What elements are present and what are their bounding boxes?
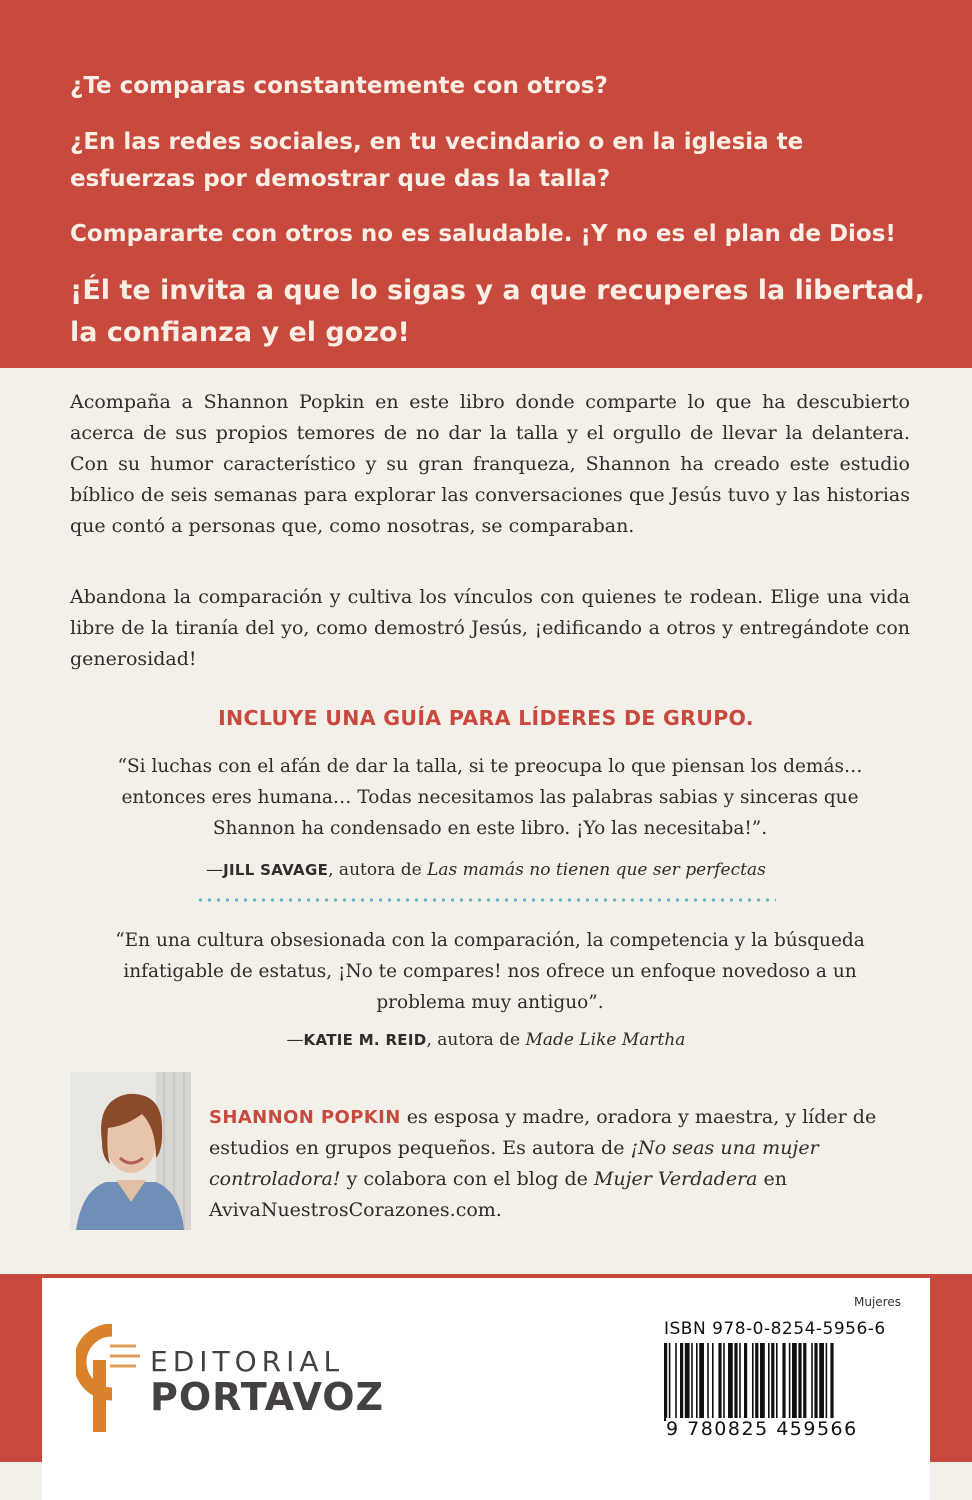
endorser-name: JILL SAVAGE xyxy=(223,861,329,879)
barcode-bar xyxy=(718,1343,721,1421)
endorsement-quote-2: “En una cultura obsesionada con la comparación, la competencia y la búsqueda infatigable de estatus, ¡No te compares! nos ofrece un enfoque novedoso a un problema muy antiguo”. xyxy=(115,930,865,1013)
barcode-bar xyxy=(768,1343,770,1421)
endorser-book: Made Like Martha xyxy=(525,1030,686,1050)
barcode-bar xyxy=(776,1343,778,1421)
intro-question-2: ¿En las redes sociales, en tu vecindario o en la iglesia te esfuerzas por demostrar que das la talla? xyxy=(70,129,804,192)
category-label: Mujeres xyxy=(854,1295,901,1309)
intro-invitation: ¡Él te invita a que lo sigas y a que recuperes la libertad, la confianza y el gozo! xyxy=(70,275,925,348)
barcode-bar xyxy=(707,1343,709,1421)
portavoz-logo-icon xyxy=(76,1324,146,1436)
barcode-icon xyxy=(660,1343,908,1425)
barcode-bar xyxy=(696,1343,698,1421)
barcode-bar xyxy=(752,1343,754,1421)
leader-guide-heading: INCLUYE UNA GUÍA PARA LÍDERES DE GRUPO. xyxy=(218,706,754,730)
barcode-bar xyxy=(826,1343,828,1421)
barcode-bar xyxy=(680,1343,683,1421)
publisher-name-line-1: EDITORIAL xyxy=(150,1345,345,1378)
endorsement-attribution-2: —KATIE M. REID, autora de Made Like Martha xyxy=(286,1030,686,1050)
description-paragraph-2: Abandona la comparación y cultiva los vínculos con quienes te rodean. Elige una vida libre de la tiranía del yo, como demostró Jesús, ¡edificando a otros y entregándote con generosidad! xyxy=(70,586,910,670)
barcode-bar xyxy=(675,1343,677,1421)
endorsement-attribution-1: —JILL SAVAGE, autora de Las mamás no tienen que ser perfectas xyxy=(206,860,766,880)
barcode-bar xyxy=(760,1343,765,1421)
author-name: SHANNON POPKIN xyxy=(209,1107,401,1128)
barcode-bar xyxy=(669,1343,671,1421)
barcode-bar xyxy=(723,1343,725,1421)
barcode-bar xyxy=(771,1343,774,1421)
author-photo xyxy=(70,1072,191,1230)
barcode-bar xyxy=(792,1343,797,1421)
barcode-bar xyxy=(782,1343,785,1421)
barcode-bar xyxy=(755,1343,758,1421)
author-bio: SHANNON POPKIN es esposa y madre, oradora y maestra, y líder de estudios en grupos pequeños. Es autora de ¡No seas una mujer controladora! y colabora con el blog de Mujer Verdadera en AvivaNuestrosCorazones.com. xyxy=(209,1106,877,1221)
dotted-divider xyxy=(196,898,776,902)
barcode-bar xyxy=(798,1343,801,1421)
barcode-bar xyxy=(685,1343,690,1421)
description-paragraph-1: Acompaña a Shannon Popkin en este libro donde comparte lo que ha descubierto acerca de sus propios temores de no dar la talla y el orgullo de llevar la delantera. Con su humor característico y su gran franqueza, Shannon ha creado este estudio bíblico de seis semanas para explorar las conversaciones que Jesús tuvo y las historias que contó a personas que, como nosotras, se comparaban. xyxy=(70,391,910,537)
isbn-label: ISBN 978-0-8254-5956-6 xyxy=(664,1319,886,1339)
barcode-bar xyxy=(814,1343,817,1421)
barcode-bar xyxy=(739,1343,741,1421)
barcode-bar xyxy=(744,1343,747,1421)
endorser-name: KATIE M. REID xyxy=(303,1031,427,1049)
endorser-book: Las mamás no tienen que ser perfectas xyxy=(427,860,766,880)
intro-statement: Compararte con otros no es saludable. ¡Y no es el plan de Dios! xyxy=(70,221,896,247)
barcode-bar xyxy=(691,1343,693,1421)
barcode-bar xyxy=(819,1343,824,1421)
publisher-name-line-2: PORTAVOZ xyxy=(150,1375,385,1419)
barcode-bar xyxy=(728,1343,733,1421)
intro-question-1: ¿Te comparas constantemente con otros? xyxy=(70,73,608,99)
barcode-bar xyxy=(811,1343,813,1421)
ean-digits: 9 780825 459566 xyxy=(666,1418,908,1440)
barcode-bar xyxy=(830,1343,833,1421)
barcode-bar xyxy=(664,1343,667,1421)
barcode-bar xyxy=(712,1343,714,1421)
barcode-bar xyxy=(734,1343,737,1421)
barcode-bar xyxy=(699,1343,704,1421)
barcode-bar xyxy=(789,1343,791,1421)
endorsement-quote-1: “Si luchas con el afán de dar la talla, si te preocupa lo que piensan los demás… entonces eres humana… Todas necesitamos las palabras sabias y sinceras que Shannon ha condensado en este libro. ¡Yo las necesitaba!”. xyxy=(117,756,863,839)
barcode-bar xyxy=(803,1343,806,1421)
